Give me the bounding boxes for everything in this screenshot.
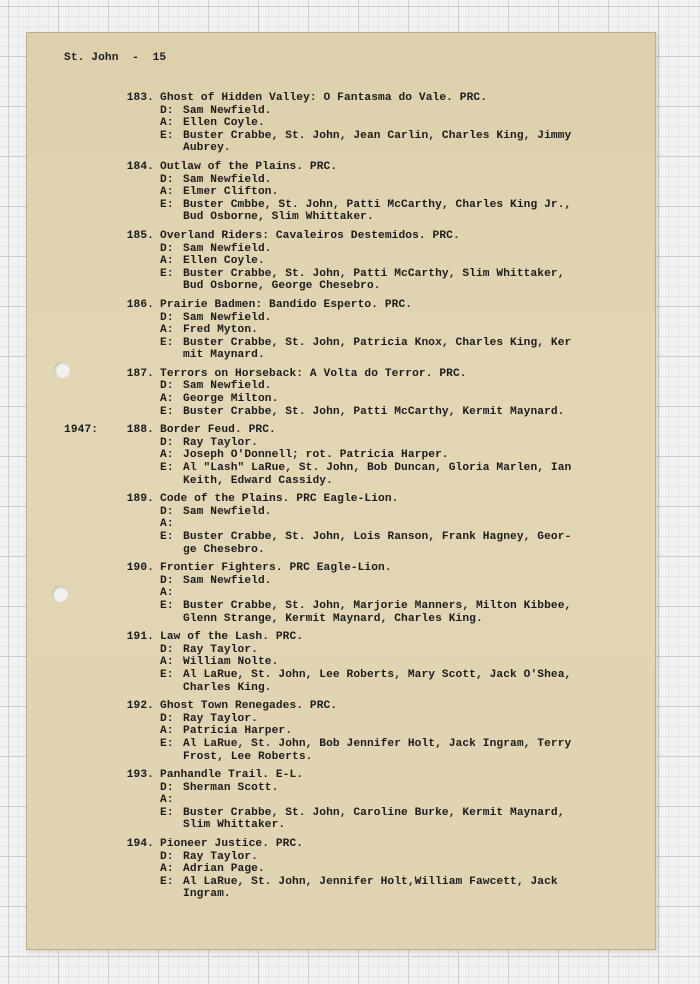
credit-label: A: — [160, 117, 174, 130]
entry-year: 1947: — [64, 424, 99, 437]
film-entry — [26, 161, 656, 224]
credit-label: D: — [160, 173, 174, 186]
credit-line: Slim Whittaker. — [183, 819, 286, 832]
credit-text — [183, 199, 610, 224]
credit-text — [183, 380, 610, 393]
credit-line: Aubrey. — [183, 142, 231, 155]
credit-label: A: — [160, 255, 174, 268]
credit-line: Sam Newfield. — [183, 173, 272, 186]
credit-line: Ray Taylor. — [183, 850, 258, 863]
credit-label: E: — [160, 129, 174, 142]
film-entry — [26, 230, 656, 293]
credit-label: E: — [160, 737, 174, 750]
credit-line: Ellen Coyle. — [183, 117, 265, 130]
credit-label: D: — [160, 436, 174, 449]
credit-row — [160, 243, 610, 256]
entry-number: 184. — [126, 160, 154, 173]
credit-line: Ray Taylor. — [183, 643, 258, 656]
credit-text — [183, 506, 610, 519]
credit-text — [183, 117, 610, 130]
credit-row — [160, 587, 610, 600]
credit-line: Charles King. — [183, 681, 272, 694]
credit-text — [183, 449, 610, 462]
film-entry — [26, 424, 656, 487]
credit-row — [160, 105, 610, 118]
entry-number: 187. — [126, 367, 154, 380]
credit-text — [183, 587, 610, 600]
entry-number: 190. — [126, 562, 154, 575]
credit-label: D: — [160, 311, 174, 324]
film-entry — [26, 562, 656, 625]
credit-line: Buster Crabbe, St. John, Caroline Burke, Kermit Maynard, — [183, 806, 565, 819]
credit-text — [183, 174, 610, 187]
credit-row — [160, 725, 610, 738]
credit-row — [160, 876, 610, 901]
credit-text — [183, 518, 610, 531]
credit-label: A: — [160, 725, 174, 738]
credit-row — [160, 406, 610, 419]
credit-text — [183, 794, 610, 807]
credit-row — [160, 337, 610, 362]
credit-label: E: — [160, 267, 174, 280]
film-title: Law of the Lash. PRC. — [160, 631, 304, 644]
credit-text — [183, 851, 610, 864]
credit-label: D: — [160, 850, 174, 863]
credit-text — [183, 531, 610, 556]
entry-year — [26, 92, 100, 155]
entry-number: 189. — [126, 493, 154, 506]
entry-body — [160, 92, 610, 155]
credit-text — [183, 876, 610, 901]
credit-line: Glenn Strange, Kermit Maynard, Charles King. — [183, 612, 483, 625]
film-entry — [26, 838, 656, 901]
credit-label: A: — [160, 518, 174, 531]
entry-body — [160, 161, 610, 224]
credit-text — [183, 669, 610, 694]
credit-label: E: — [160, 531, 174, 543]
credit-row — [160, 506, 610, 519]
credit-line: Ellen Coyle. — [183, 255, 265, 268]
credit-label: D: — [160, 643, 174, 656]
credit-row — [160, 851, 610, 864]
credit-text — [183, 255, 610, 268]
credit-text — [183, 437, 610, 450]
credit-label: A: — [160, 449, 174, 462]
credit-text — [183, 337, 610, 362]
credit-row — [160, 268, 610, 293]
credit-row — [160, 782, 610, 795]
credit-label: E: — [160, 875, 174, 888]
film-title: Code of the Plains. PRC Eagle-Lion. — [160, 493, 399, 506]
entry-year — [26, 838, 100, 901]
film-title: Overland Riders: Cavaleiros Destemidos. PRC. — [160, 229, 460, 242]
entry-year — [26, 700, 100, 763]
credit-row — [160, 255, 610, 268]
credit-label: D: — [160, 574, 174, 587]
credit-text — [183, 462, 610, 487]
film-title: Outlaw of the Plains. PRC. — [160, 160, 338, 173]
credit-label: A: — [160, 794, 174, 807]
credit-text — [183, 130, 610, 155]
credit-row — [160, 669, 610, 694]
credit-row — [160, 449, 610, 462]
entry-body — [160, 631, 610, 694]
film-title: Pioneer Justice. PRC. — [160, 838, 304, 851]
page-header: St. John - 15 — [64, 52, 167, 64]
entry-year — [26, 631, 100, 694]
film-entry — [26, 299, 656, 362]
film-entry — [26, 493, 656, 556]
credit-line: Buster Crabbe, St. John, Patti McCarthy, Kermit Maynard. — [183, 405, 565, 418]
entry-body — [160, 230, 610, 293]
entry-body — [160, 700, 610, 763]
credit-text — [183, 600, 610, 625]
film-title: Ghost of Hidden Valley: O Fantasma do Vale. PRC. — [160, 92, 488, 104]
entry-number: 193. — [126, 769, 154, 782]
credit-row — [160, 794, 610, 807]
credit-row — [160, 393, 610, 406]
credit-text — [183, 863, 610, 876]
credit-line: George Milton. — [183, 393, 279, 406]
credit-label: E: — [160, 806, 174, 819]
entry-year — [26, 368, 100, 418]
credit-text — [183, 105, 610, 118]
credit-text — [183, 268, 610, 293]
film-entry — [26, 631, 656, 694]
credit-label: E: — [160, 198, 174, 211]
credit-label: A: — [160, 656, 174, 669]
credit-text — [183, 738, 610, 763]
credit-text — [183, 324, 610, 337]
credit-row — [160, 117, 610, 130]
credit-line: Frost, Lee Roberts. — [183, 750, 313, 763]
credit-line: Sam Newfield. — [183, 104, 272, 117]
credit-text — [183, 713, 610, 726]
credit-line: Sam Newfield. — [183, 505, 272, 518]
film-title: Terrors on Horseback: A Volta do Terror. PRC. — [160, 367, 467, 380]
credit-line: Patricia Harper. — [183, 725, 293, 738]
credit-line: Al LaRue, St. John, Lee Roberts, Mary Scott, Jack O'Shea, — [183, 668, 572, 681]
credit-row — [160, 863, 610, 876]
credit-label: A: — [160, 863, 174, 876]
credit-row — [160, 437, 610, 450]
entry-body — [160, 368, 610, 418]
credit-label: D: — [160, 242, 174, 255]
credit-text — [183, 406, 610, 419]
credit-line: Buster Crabbe, St. John, Patti McCarthy, Slim Whittaker, — [183, 267, 565, 280]
film-entry — [26, 368, 656, 418]
film-entry — [26, 700, 656, 763]
credit-text — [183, 782, 610, 795]
credit-row — [160, 130, 610, 155]
film-entry — [26, 92, 656, 155]
credit-label: E: — [160, 599, 174, 612]
credit-label: E: — [160, 336, 174, 349]
entry-year — [26, 769, 100, 832]
credit-line: Keith, Edward Cassidy. — [183, 474, 333, 487]
credit-line: Elmer Clifton. — [183, 186, 279, 199]
entry-number: 186. — [126, 298, 154, 311]
credit-line: Joseph O'Donnell; rot. Patricia Harper. — [183, 449, 449, 462]
credit-line: Fred Myton. — [183, 324, 258, 337]
credit-text — [183, 312, 610, 325]
credit-label: D: — [160, 380, 174, 393]
credit-text — [183, 575, 610, 588]
credit-line: Buster Crabbe, St. John, Lois Ranson, Frank Hagney, Geor- — [183, 531, 572, 543]
entry-body — [160, 769, 610, 832]
credit-line: Buster Crabbe, St. John, Marjorie Manners, Milton Kibbee, — [183, 599, 572, 612]
entry-year — [26, 230, 100, 293]
entry-year — [26, 493, 100, 556]
credit-row — [160, 738, 610, 763]
film-title: Frontier Fighters. PRC Eagle-Lion. — [160, 562, 392, 575]
typewritten-page — [26, 32, 656, 950]
entry-year — [26, 161, 100, 224]
entry-body — [160, 562, 610, 625]
credit-line: Al "Lash" LaRue, St. John, Bob Duncan, Gloria Marlen, Ian — [183, 462, 572, 475]
credit-line: Bud Osborne, Slim Whittaker. — [183, 211, 374, 224]
entry-year — [26, 562, 100, 625]
credit-text — [183, 807, 610, 832]
entry-number: 185. — [126, 229, 154, 242]
credit-row — [160, 380, 610, 393]
film-title: Prairie Badmen: Bandido Esperto. PRC. — [160, 298, 413, 311]
credit-label: D: — [160, 781, 174, 794]
credit-line: mit Maynard. — [183, 349, 265, 362]
entry-body — [160, 493, 610, 556]
entry-number: 188. — [126, 424, 154, 437]
credit-row — [160, 575, 610, 588]
credit-line: Al LaRue, St. John, Jennifer Holt,William Fawcett, Jack — [183, 875, 558, 888]
credit-row — [160, 644, 610, 657]
entry-number: 183. — [126, 92, 154, 104]
credit-row — [160, 186, 610, 199]
credit-label: D: — [160, 505, 174, 518]
credit-label: D: — [160, 712, 174, 725]
credit-line: ge Chesebro. — [183, 543, 265, 556]
credit-line: Buster Crabbe, St. John, Jean Carlin, Charles King, Jimmy — [183, 129, 572, 142]
credit-line: Al LaRue, St. John, Bob Jennifer Holt, Jack Ingram, Terry — [183, 737, 572, 750]
credit-row — [160, 713, 610, 726]
credit-line: Ingram. — [183, 888, 231, 901]
film-title: Ghost Town Renegades. PRC. — [160, 700, 338, 713]
entry-year — [26, 299, 100, 362]
credit-row — [160, 518, 610, 531]
credit-line: Buster Cmbbe, St. John, Patti McCarthy, Charles King Jr., — [183, 198, 572, 211]
credit-line: Sherman Scott. — [183, 781, 279, 794]
credit-line: Bud Osborne, George Chesebro. — [183, 280, 381, 293]
credit-text — [183, 243, 610, 256]
film-entry — [26, 769, 656, 832]
filmography-list — [26, 92, 656, 907]
credit-label: A: — [160, 393, 174, 406]
credit-row — [160, 531, 610, 556]
credit-line: Sam Newfield. — [183, 242, 272, 255]
credit-text — [183, 186, 610, 199]
credit-label: E: — [160, 405, 174, 418]
credit-row — [160, 462, 610, 487]
credit-label: A: — [160, 186, 174, 199]
credit-line: Sam Newfield. — [183, 380, 272, 393]
credit-text — [183, 393, 610, 406]
entry-body — [160, 838, 610, 901]
credit-row — [160, 312, 610, 325]
credit-label: A: — [160, 324, 174, 337]
credit-text — [183, 656, 610, 669]
credit-row — [160, 656, 610, 669]
credit-label: A: — [160, 587, 174, 600]
credit-text — [183, 644, 610, 657]
credit-row — [160, 199, 610, 224]
credit-line: Adrian Page. — [183, 863, 265, 876]
entry-body — [160, 424, 610, 487]
credit-row — [160, 807, 610, 832]
credit-row — [160, 174, 610, 187]
credit-row — [160, 324, 610, 337]
entry-number: 191. — [126, 631, 154, 644]
credit-line: Ray Taylor. — [183, 436, 258, 449]
credit-row — [160, 600, 610, 625]
entry-body — [160, 299, 610, 362]
film-title: Border Feud. PRC. — [160, 424, 276, 437]
credit-line: Ray Taylor. — [183, 712, 258, 725]
entry-number: 192. — [126, 700, 154, 713]
entry-number: 194. — [126, 838, 154, 851]
credit-label: E: — [160, 668, 174, 681]
credit-line: Buster Crabbe, St. John, Patricia Knox, Charles King, Ker — [183, 336, 572, 349]
film-title: Panhandle Trail. E-L. — [160, 769, 304, 782]
credit-label: D: — [160, 104, 174, 117]
credit-line: William Nolte. — [183, 656, 279, 669]
credit-line: Sam Newfield. — [183, 574, 272, 587]
credit-line: Sam Newfield. — [183, 311, 272, 324]
credit-label: E: — [160, 462, 174, 475]
credit-text — [183, 725, 610, 738]
